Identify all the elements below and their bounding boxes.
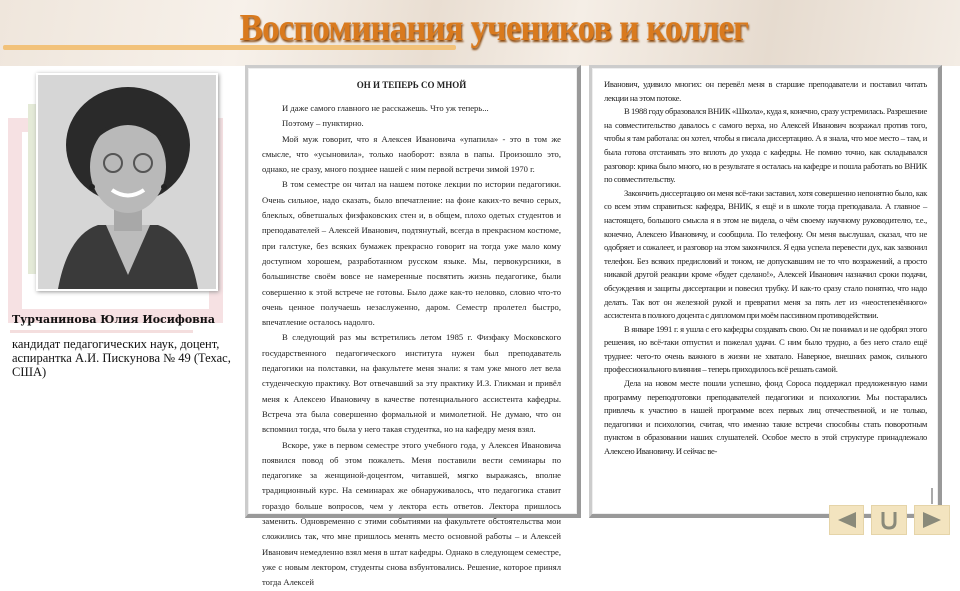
paragraph: Дела на новом месте пошли успешно, фонд Сороса поддержал предложенную нами программу переподготовки преподавателей педагогики и психологии. Мы постарались привлечь к участию в нашей программе всех первых лиц отечественной, и не только, педагогики и психологии, считая, что именно такие встречи способны стать поворотным пунктом в образовании наших слушателей. Особое место в этой структуре принадлежало Алексею Ивановичу. И сейчас ве- — [604, 378, 927, 457]
divider — [931, 488, 933, 504]
name-underline — [10, 330, 193, 333]
portrait-photo — [36, 73, 218, 291]
paragraph: Иванович, удивило многих: он перевёл меня в старшие преподаватели и поставил читать лекции на этом потоке. — [604, 79, 927, 103]
return-button[interactable] — [871, 505, 907, 535]
person-name: Турчанинова Юлия Иосифовна — [12, 313, 215, 326]
paragraph: Мой муж говорит, что я Алексея Ивановича «упапила» - это в том же смысле, что «усыновила», только наоборот: взяла в папы. Произошло это, однако, не сразу, много позднее нашей с ним первой встречи зимой 1970 г. — [262, 133, 561, 175]
paragraph: В следующий раз мы встретились летом 1985 г. Физфаку Московского государственного педагогического института нужен был преподаватель педагогики на полставки, на факультете меня знали: я там уже много лет вела студенческую практику. Вот отвечавший за эту практику И.З. Гликман и привёл меня к Алексею Ивановичу в качестве потенциального ассистента кафедры. Встреча эта была совершенно формальной и мимолетной. Не думаю, что он вспомнил тогда, что была у него такая студентка, но на кафедру меня взял. — [262, 332, 561, 435]
next-slide-button[interactable] — [914, 505, 950, 535]
document-page-left — [245, 65, 581, 588]
paragraph: Закончить диссертацию он меня всё-таки заставил, хотя совершенно непонятно было, как со всем этим справиться: кафедра, ВНИК, я ещё и в школе тогда преподавала. А главное – настоящего, большого смысла я в этом не видела, о чём своему научному руководителю, т.е., конечно, Алексею Ивановичу, и сообщила. По телефону. Он меня выслушал, сказал, что не одобряет и сожалеет, и разговор на этом закончился. Я едва успела перевести дух, как зазвонил телефон. Без всяких предисловий и тоном, не допускавшим не то что возражений, а просто никакой другой реакции кроме «будет сделано!», Алексей Иванович назначил сроки подачи, обсуждения и защиты диссертации и повесил трубку. И как-то сразу стало понятно, что надо делать. Так вот он железной рукой и превратил меня за пять лет из «неостепенённого» ассистента в полного доцента с дипломом при моём пассивном противодействии. — [604, 187, 927, 321]
triangle-left-icon — [836, 511, 858, 529]
triangle-right-icon — [921, 511, 943, 529]
paragraph: В том семестре он читал на нашем потоке лекции по истории педагогики. Очень сильное, надо сказать, было впечатление: на фоне каких-то вечно серых, блеклых, обветшалых физфаковских стен и, в общем, плохо одетых студентов и преподавателей – Алексей Иванович, подтянутый, всегда в прекрасном костюме, при галстуке, без всяких бумажек прекрасно говорит на тогда уже мало кому доступном хорошем, разработанном русском языке. Мы, первокурсники, в большинстве своём вовсе не намеренные посвятить жизнь педагогике, были совершенно к этой встрече не готовы. Было даже как-то неловко, словно что-то очень ценное получаешь незаслуженно, даром. Семестр пролетел быстро, впечатление осталось надолго. — [262, 179, 561, 328]
paragraph: И даже самого главного не расскажешь. Что уж теперь... — [282, 103, 489, 113]
paragraph: Поэтому – пунктирно. — [282, 118, 364, 129]
slide-title: Воспоминания учеников и коллег — [239, 7, 748, 49]
paragraph: В январе 1991 г. я ушла с его кафедры создавать свою. Он не понимал и не одобрял этого решения, но всё-таки отпустил и пожелал удачи. С ним было трудно, а без него стало ещё труднее: чего-то очень важного в жизни не хватало. Наверное, внешних рамок, сильного профессионального влияния – теперь приходилось всё решать самой. — [604, 323, 927, 375]
document-heading: ОН И ТЕПЕРЬ СО МНОЙ — [356, 80, 467, 90]
prev-slide-button[interactable] — [829, 505, 864, 535]
document-page-right — [589, 65, 942, 518]
paragraph: Вскоре, уже в первом семестре этого учебного года, у Алексея Ивановича появился повод об этом пожалеть. Меня поставили вести семинары по педагогике за женщиной-доцентом, читавшей, мягко выражаясь, вполне традиционный курс. На семинарах же обнаруживалось, что педагогика ставит гораздо больше вопросов, чем у лектора есть ответов. Лектора пришлось заменить. Одновременно с этими событиями на факультете обстоятельства мои сложились так, что мне пришлось менять место основной работы – и Алексей Иванович немедленно взял меня в штат кафедры. Однако в следующем семестре, уже с новым лектором, студенты снова взбунтовались. Решение, которое принял тогда Алексей — [262, 439, 561, 588]
u-turn-icon — [880, 510, 898, 530]
person-description: кандидат педагогических наук, доцент, аспирантка А.И. Пискунова № 49 (Техас, США) — [12, 337, 231, 379]
paragraph: В 1988 году образовался ВНИК «Школа», куда я, конечно, сразу устремилась. Разрешение на совместительство давалось с самого верха, но Алексей Иванович возражал против того, чтобы я там работала: он хотел, чтобы я писала диссертацию. А я знала, что мое место – там, и была готова отстаивать это вплоть до ухода с кафедры. Не помню точно, как складывался разговор: крика было много, но в результате я осталась на кафедре и пошла работать во ВНИК по совместительству. — [604, 106, 927, 185]
